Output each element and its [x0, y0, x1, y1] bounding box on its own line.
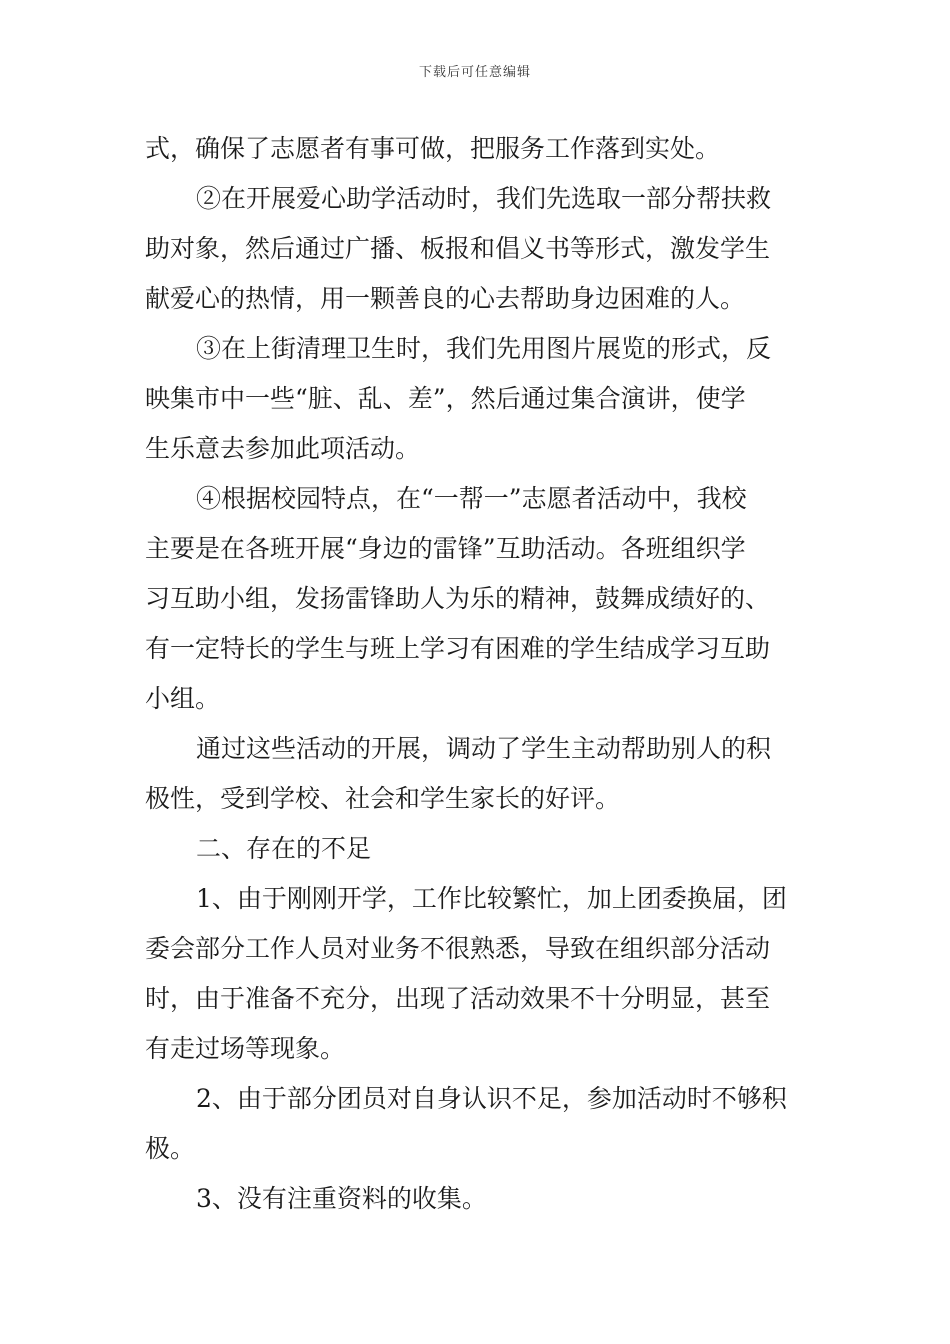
- text-line: ②在开展爱心助学活动时，我们先选取一部分帮扶救: [196, 184, 772, 213]
- text-line: 3、没有注重资料的收集。: [196, 1184, 487, 1213]
- text-line: 式，确保了志愿者有事可做，把服务工作落到实处。: [145, 134, 721, 163]
- page-header-note: 下载后可任意编辑: [418, 65, 531, 80]
- text-line: 极性，受到学校、社会和学生家长的好评。: [145, 784, 621, 813]
- text-line: 有一定特长的学生与班上学习有困难的学生结成学习互助: [145, 634, 771, 663]
- section-heading: 二、存在的不足: [196, 834, 372, 863]
- document-body: [145, 124, 809, 1224]
- text-line: 映集市中一些“脏、乱、差”，然后通过集合演讲，使学: [145, 384, 746, 413]
- text-line: 助对象，然后通过广播、板报和倡义书等形式，激发学生: [145, 234, 771, 263]
- text-line: 极。: [145, 1134, 196, 1163]
- text-line: 2、由于部分团员对自身认识不足，参加活动时不够积: [196, 1084, 787, 1113]
- text-line: 生乐意去参加此项活动。: [145, 434, 421, 463]
- text-line: ④根据校园特点，在“一帮一”志愿者活动中，我校: [196, 484, 747, 513]
- text-line: 委会部分工作人员对业务不很熟悉，导致在组织部分活动: [145, 934, 771, 963]
- text-line: 主要是在各班开展“身边的雷锋”互助活动。各班组织学: [145, 534, 746, 563]
- text-line: 1、由于刚刚开学，工作比较繁忙，加上团委换届，团: [196, 884, 787, 913]
- text-line: 献爱心的热情，用一颗善良的心去帮助身边困难的人。: [145, 284, 746, 313]
- text-line: 有走过场等现象。: [145, 1034, 346, 1063]
- text-line: ③在上街清理卫生时，我们先用图片展览的形式，反: [196, 334, 772, 363]
- text-line: 时，由于准备不充分，出现了活动效果不十分明显，甚至: [145, 984, 771, 1013]
- text-line: 小组。: [145, 684, 221, 713]
- text-line: 习互助小组，发扬雷锋助人为乐的精神，鼓舞成绩好的、: [145, 584, 771, 613]
- text-line: 通过这些活动的开展，调动了学生主动帮助别人的积: [196, 734, 772, 763]
